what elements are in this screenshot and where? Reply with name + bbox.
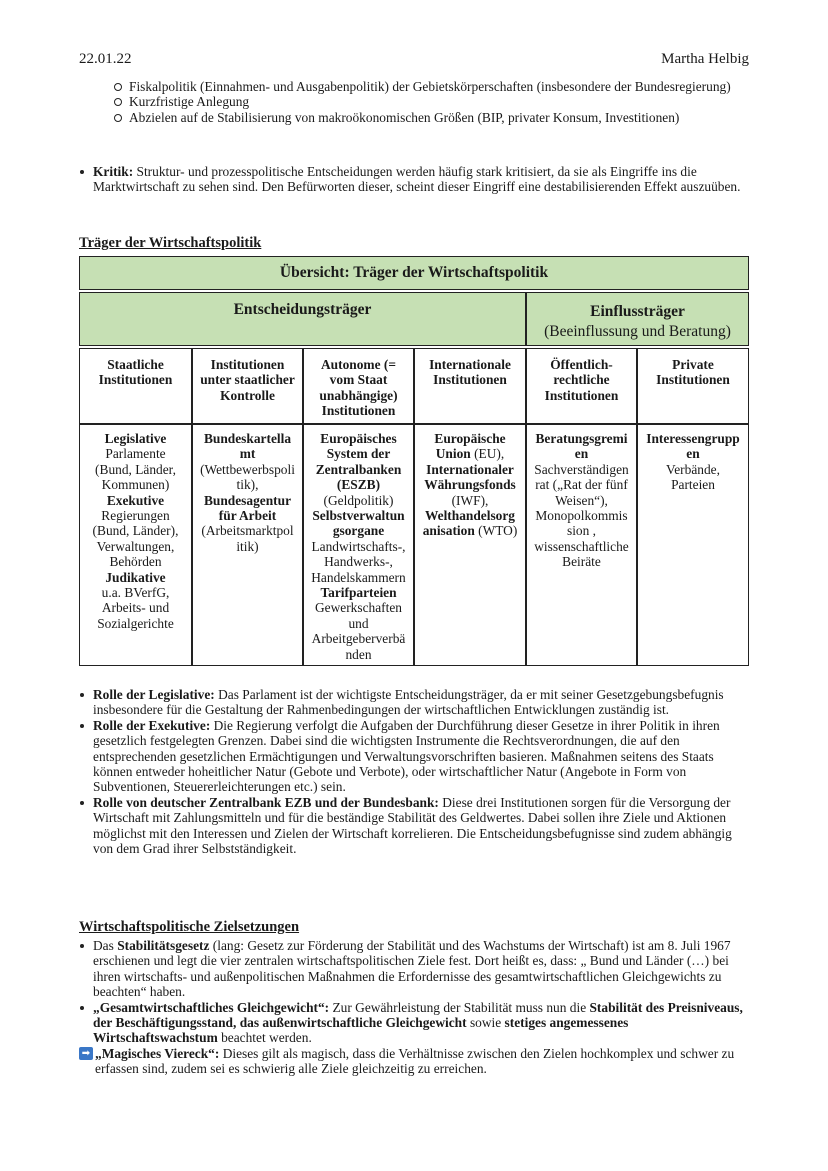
ziel2-bold2: Stabilität des Preisniveaus, der Beschäftigungsstand, das außenwirtschaftliche Gleichgewicht xyxy=(93,999,743,1031)
column-header-line: Institutionen xyxy=(210,357,285,372)
ziel2-text3: beachtet werden. xyxy=(217,1030,312,1046)
column-header-line: Internationale xyxy=(429,357,511,372)
ziel1-bold: Stabilitätsgesetz xyxy=(117,938,210,953)
column-header-line: Staatliche xyxy=(107,357,164,372)
ziele-list xyxy=(79,938,751,1077)
cell-line: u.a. BVerfG, xyxy=(101,585,170,601)
cell-line: Behörden xyxy=(109,554,162,570)
list-item xyxy=(79,938,751,1000)
kritik-item xyxy=(79,164,751,195)
cell-line: rat („Rat der fünf xyxy=(535,477,628,493)
column-header xyxy=(637,348,749,424)
ziel1-text: (lang: Gesetz zur Förderung der Stabilität und des Wachstums der Wirtschaft) ist am 8. Juli 1967 erschienen und legt die vier zentralen wirtschaftspolitischen Ziele fest. Dort heißt es, dass: „ Bund und Länder (…) bei ihren wirtschafts- und außenpolitischen Maßnahmen die Erfordernisse des gesamtwirtschaftlichen Gleichgewichts zu beachten“ haben. xyxy=(93,938,731,1000)
list-item xyxy=(79,795,751,857)
list-item: Kurzfristige Anlegung xyxy=(112,94,752,109)
cell-line: Kommunen) xyxy=(101,477,170,493)
column-header-line: unabhängige) xyxy=(319,387,398,403)
para-label: Rolle der Legislative: xyxy=(93,687,215,702)
column-body xyxy=(637,424,749,666)
cell-line: Regierungen xyxy=(101,508,170,524)
cell-line: (Bund, Länder, xyxy=(95,461,176,477)
cell-line: Judikative xyxy=(105,569,166,585)
cell-line: Verwaltungen, xyxy=(96,538,175,554)
column-header-line: Institutionen xyxy=(98,372,173,388)
ziel2-bold1: „Gesamtwirtschaftliches Gleichgewicht“: xyxy=(93,999,330,1015)
para-label: Rolle der Exekutive: xyxy=(93,717,211,733)
column-header xyxy=(526,348,637,424)
cell-line: Bundesagentur xyxy=(203,492,292,508)
cell-line: Währungsfonds xyxy=(424,477,516,493)
entscheidungstraeger-header: Entscheidungsträger xyxy=(79,292,526,346)
kritik-label: Kritik: xyxy=(93,164,134,179)
column-header xyxy=(192,348,303,424)
cell-line: gsorgane xyxy=(332,523,385,539)
policy-sub-list xyxy=(112,79,752,125)
column-body xyxy=(414,424,526,666)
ziel3-text: Dieses gilt als magisch, dass die Verhältnisse zwischen den Zielen hochkomplex und schwer zu erfassen sind, zudem sei es schwierig alle Ziele gleichzeitig zu erreichen. xyxy=(95,1045,735,1077)
cell-line: Arbeitgeberverbä xyxy=(311,631,406,647)
cell-line: sion , xyxy=(566,523,597,539)
rollen-list xyxy=(79,687,751,856)
cell-line: Union (EU), xyxy=(435,446,505,462)
list-item xyxy=(79,687,751,718)
cell-line: Gewerkschaften xyxy=(315,600,402,616)
column-header-line: Private xyxy=(672,357,714,372)
ziel2-text1: Zur Gewährleistung der Stabilität muss nun die xyxy=(329,999,590,1015)
cell-line: Exekutive xyxy=(106,492,165,508)
cell-line: Interessengrupp xyxy=(646,431,740,446)
cell-line: Welthandelsorg xyxy=(424,508,516,524)
cell-line: tik), xyxy=(236,477,259,493)
ziel3-bold: „Magisches Viereck“: xyxy=(95,1045,220,1061)
cell-line: Monopolkommis xyxy=(535,508,628,524)
kritik-list xyxy=(79,164,751,195)
para-text: Die Regierung verfolgt die Aufgaben der Durchführung dieser Gesetze in ihrer Politik in ihren gesetzlich festgelegten Grenzen. Dabei sind die wichtigsten Instrumente die Rechtsverordnungen, die auf den entsprechenden gesetzlichen Ermächtigungen und Verwaltungsvorschriften basieren. Maßnahmen seitens des Staats können entweder hoheitlicher Natur (Gebote und Verbote), oder wirtschaftlicher Natur (Angebote in Form von Subventionen, Steuererleichterungen etc.) sein. xyxy=(93,717,720,795)
list-item xyxy=(79,1000,751,1046)
einfluss-subtitle: (Beeinflussung und Beratung) xyxy=(544,323,731,340)
cell-line: Europäische xyxy=(434,431,506,446)
cell-line: Bundeskartella xyxy=(203,431,292,446)
cell-line: Beiräte xyxy=(562,554,601,570)
column-header-line: rechtliche xyxy=(553,372,610,388)
cell-line: (Geldpolitik) xyxy=(323,492,394,508)
table-overview-header: Übersicht: Träger der Wirtschaftspolitik xyxy=(79,256,749,290)
column-header xyxy=(414,348,526,424)
cell-line: Zentralbanken xyxy=(315,461,402,477)
cell-line: und xyxy=(348,615,369,631)
cell-line: Europäisches xyxy=(320,431,397,446)
column-header-line: Institutionen xyxy=(656,372,730,388)
list-item: Fiskalpolitik (Einnahmen- und Ausgabenpolitik) der Gebietskörperschaften (insbesondere der Bundesregierung) xyxy=(112,79,752,94)
ziel2-text2: sowie xyxy=(466,1015,505,1031)
cell-line: Verbände, xyxy=(666,461,720,477)
cell-line: Selbstverwaltun xyxy=(312,508,405,524)
cell-line: en xyxy=(686,446,700,462)
column-body xyxy=(303,424,414,666)
list-item xyxy=(79,718,751,795)
column-header-line: Kontrolle xyxy=(220,387,275,403)
cell-line: mt xyxy=(239,446,256,462)
cell-line: (Arbeitsmarktpol xyxy=(201,523,294,539)
cell-line: Parteien xyxy=(671,477,715,493)
cell-line: Landwirtschafts-, xyxy=(311,538,406,554)
cell-line: Arbeits- und xyxy=(101,600,170,616)
column-header xyxy=(303,348,414,424)
cell-line: Beratungsgremi xyxy=(535,431,628,446)
cell-line: Parlamente xyxy=(105,446,166,462)
arrow-right-icon: ➡ xyxy=(79,1047,93,1060)
cell-line: nden xyxy=(345,646,372,662)
cell-line: (IWF), xyxy=(451,492,489,508)
column-body xyxy=(79,424,192,666)
ziel2-bold3: stetiges angemessenes Wirtschaftswachstum xyxy=(93,1015,629,1046)
column-body xyxy=(526,424,637,666)
column-body xyxy=(192,424,303,666)
cell-line: (Bund, Länder), xyxy=(92,523,179,539)
cell-line: Sozialgerichte xyxy=(97,615,174,631)
column-header-line: Öffentlich- xyxy=(550,357,613,372)
para-label: Rolle von deutscher Zentralbank EZB und der Bundesbank: xyxy=(93,794,439,810)
cell-line: Weisen“), xyxy=(555,492,608,508)
para-text: Diese drei Institutionen sorgen für die Versorgung der Wirtschaft mit Zahlungsmitteln und für die beständige Stabilität des Geldwertes. Dabei sollen ihre Ziele und Aktionen möglichst mit den Interessen und Zielen der Wirtschaft korrelieren. Die Entscheidungsbefugnisse sind zudem abhängig von dem Grad ihrer Selbstständigkeit. xyxy=(93,794,732,857)
column-header-line: Institutionen xyxy=(321,403,396,419)
ziel1-pre: Das xyxy=(93,938,118,953)
kritik-text: Struktur- und prozesspolitische Entscheidungen werden häufig stark kritisiert, da sie als Eingriffe ins die Marktwirtschaft zu sehen sind. Den Befürworten dieser, scheint dieser Eingriff eine destabilisierenden Effekt auszuüben. xyxy=(93,164,741,195)
cell-line: System der xyxy=(326,446,391,462)
column-header-line: Institutionen xyxy=(544,387,619,403)
cell-line: Handwerks-, xyxy=(324,554,393,570)
list-item xyxy=(79,1046,751,1077)
section-title-traeger: Träger der Wirtschaftspolitik xyxy=(79,235,262,251)
cell-line: (Wettbewerbspoli xyxy=(200,461,295,477)
cell-line: Handelskammern xyxy=(311,569,406,585)
column-header-line: vom Staat xyxy=(329,372,388,388)
cell-line: Sachverständigen xyxy=(534,461,629,477)
column-header-line: Autonome (= xyxy=(321,357,396,372)
einflusstraeger-header xyxy=(526,292,749,346)
cell-line: für Arbeit xyxy=(218,508,277,524)
column-header-line: Institutionen xyxy=(433,372,507,388)
einfluss-title: Einflussträger xyxy=(590,303,685,320)
header-date: 22.01.22 xyxy=(79,51,132,67)
cell-line: Tarifparteien xyxy=(320,585,397,601)
cell-line: (ESZB) xyxy=(336,477,381,493)
cell-line: itik) xyxy=(236,538,259,554)
list-item: Abzielen auf de Stabilisierung von makroökonomischen Größen (BIP, privater Konsum, Investitionen) xyxy=(112,110,752,125)
column-header xyxy=(79,348,192,424)
cell-line: Legislative xyxy=(104,431,167,446)
section-title-ziele: Wirtschaftspolitische Zielsetzungen xyxy=(79,919,300,935)
header-author: Martha Helbig xyxy=(661,51,749,67)
cell-line: en xyxy=(574,446,589,462)
cell-line: anisation (WTO) xyxy=(422,523,518,539)
column-header-line: unter staatlicher xyxy=(200,372,295,388)
cell-line: wissenschaftliche xyxy=(534,538,629,554)
para-text: Das Parlament ist der wichtigste Entscheidungsträger, da er mit seiner Gesetzgebungsbefugnis insbesondere für die Gestaltung der Rahmenbedingungen der wirtschaftlichen Entwicklungen zuständig ist. xyxy=(93,687,724,718)
cell-line: Internationaler xyxy=(426,461,514,477)
